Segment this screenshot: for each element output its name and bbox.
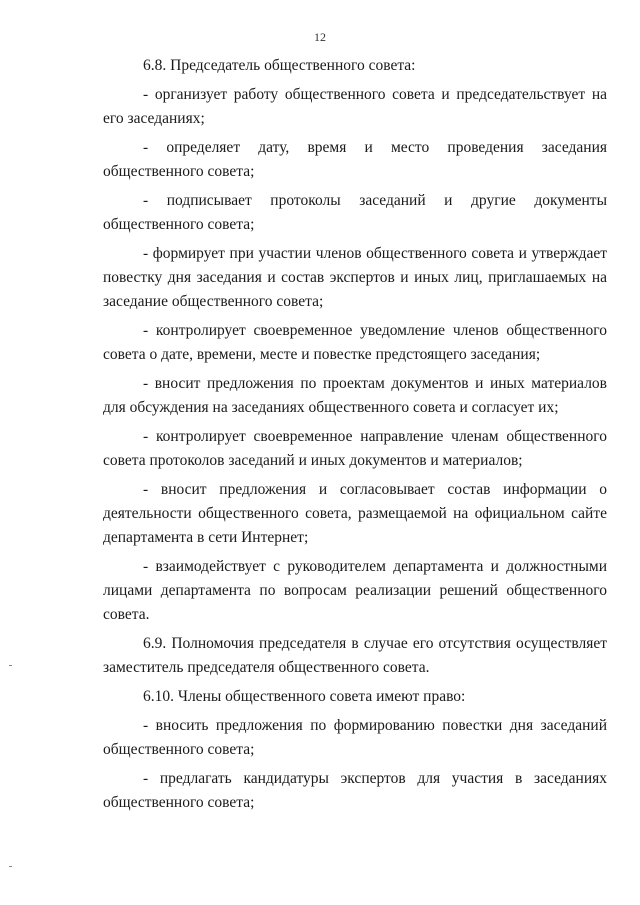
- page-number: 12: [314, 30, 326, 44]
- list-item: - вносит предложения и согласовывает состав информации о деятельности общественного совета, размещаемой на официальном сайте департамента в сети Интернет;: [103, 481, 607, 546]
- list-item: - подписывает протоколы заседаний и другие документы общественного совета;: [103, 192, 607, 233]
- margin-mark: [9, 665, 12, 666]
- list-item: - вносит предложения по проектам документов и иных материалов для обсуждения на заседаниях общественного совета и согласует их;: [103, 375, 607, 416]
- section-6-8-heading: 6.8. Председатель общественного совета:: [143, 57, 416, 74]
- list-item: - формирует при участии членов общественного совета и утверждает повестку дня заседания и состав экспертов и иных лиц, приглашаемых на заседание общественного совета;: [103, 245, 607, 310]
- document-body: [103, 54, 607, 820]
- list-item: - взаимодействует с руководителем департамента и должностными лицами департамента по вопросам реализации решений общественного совета.: [103, 558, 607, 623]
- list-item: - контролирует своевременное уведомление членов общественного совета о дате, времени, месте и повестке предстоящего заседания;: [103, 322, 607, 363]
- list-item: - вносить предложения по формированию повестки дня заседаний общественного совета;: [103, 717, 607, 758]
- list-item: - определяет дату, время и место проведения заседания общественного совета;: [103, 139, 607, 180]
- margin-mark: [9, 866, 12, 867]
- list-item: - организует работу общественного совета и председательствует на его заседаниях;: [103, 86, 607, 127]
- list-item: - контролирует своевременное направление членам общественного совета протоколов заседаний и иных документов и материалов;: [103, 428, 607, 469]
- list-item: - предлагать кандидатуры экспертов для участия в заседаниях общественного совета;: [103, 770, 607, 811]
- section-6-10-heading: 6.10. Члены общественного совета имеют право:: [143, 688, 466, 705]
- section-6-9: 6.9. Полномочия председателя в случае его отсутствия осуществляет заместитель председателя общественного совета.: [103, 635, 607, 676]
